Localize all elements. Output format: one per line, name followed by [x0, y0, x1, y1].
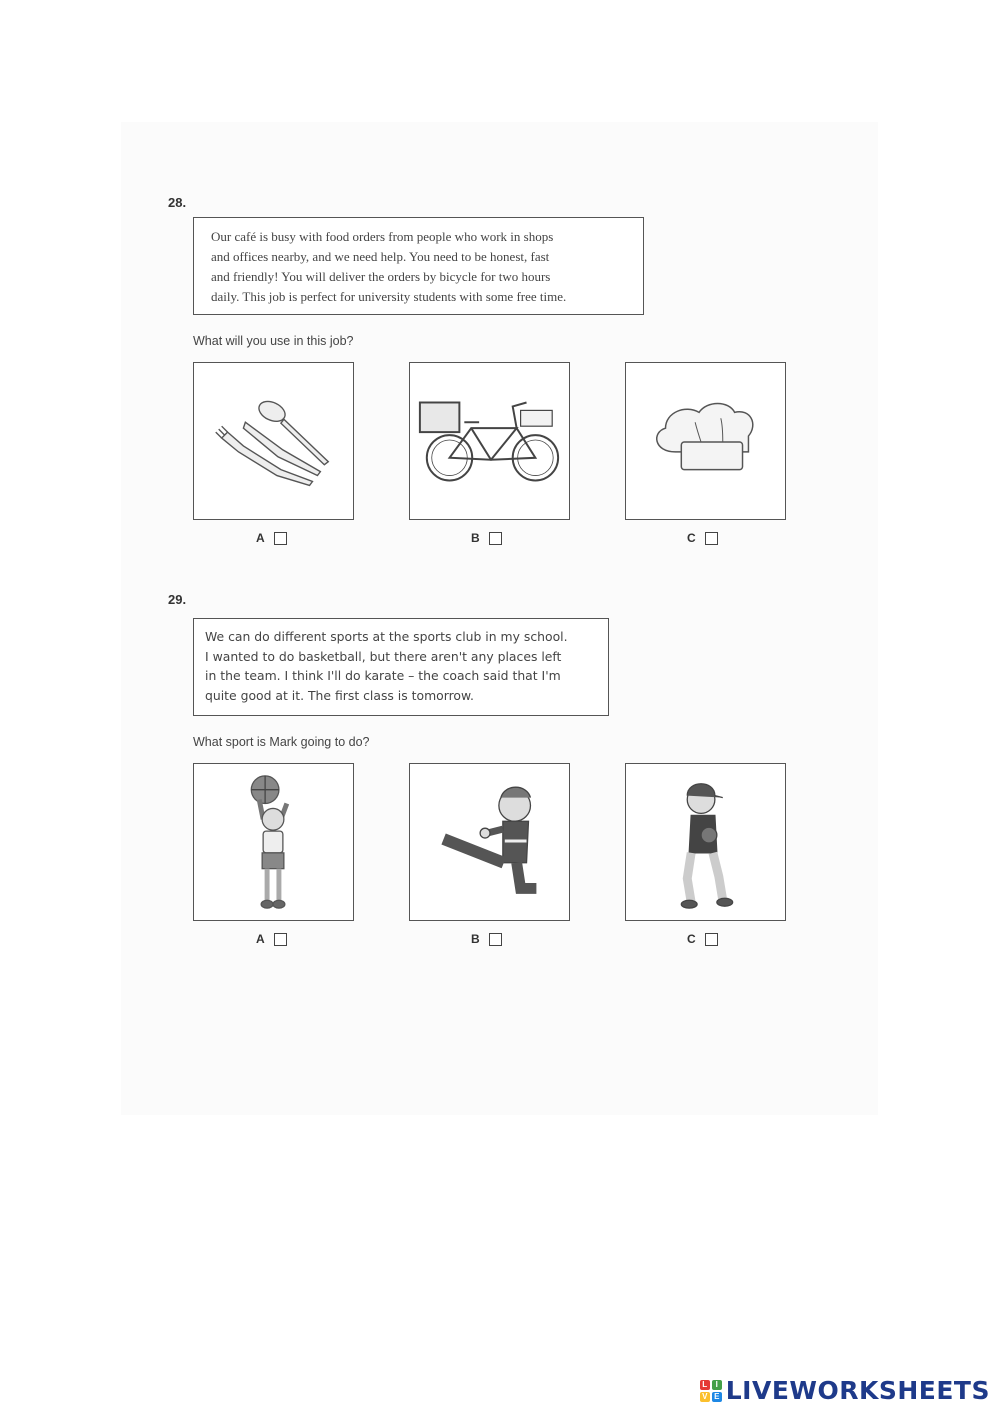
option-letter: C	[687, 531, 696, 545]
liveworksheets-logo	[700, 1376, 990, 1405]
karate-boy-icon	[410, 764, 569, 920]
question-28-passage	[193, 217, 644, 315]
passage-line: Our café is busy with food orders from people who work in shops	[211, 229, 554, 244]
passage-line: and friendly! You will deliver the orders by bicycle for two hours	[211, 269, 551, 284]
option-letter: A	[256, 531, 265, 545]
passage-line: in the team. I think I'll do karate – the coach said that I'm	[205, 668, 561, 683]
baseball-boy-icon	[626, 764, 785, 920]
cutlery-icon	[194, 363, 353, 519]
answer-checkbox[interactable]	[274, 933, 287, 946]
option-a[interactable]	[256, 531, 287, 545]
bicycle-icon	[410, 363, 569, 519]
passage-line: daily. This job is perfect for university students with some free time.	[211, 289, 567, 304]
option-c-picture	[625, 362, 786, 520]
option-a[interactable]	[256, 932, 287, 946]
option-c[interactable]	[687, 932, 718, 946]
passage-line: We can do different sports at the sports club in my school.	[205, 629, 568, 644]
answer-checkbox[interactable]	[489, 933, 502, 946]
brand-mark	[700, 1380, 722, 1402]
passage-line: I wanted to do basketball, but there aren't any places left	[205, 648, 562, 664]
question-29-passage	[193, 618, 609, 716]
passage-line: and offices nearby, and we need help. You need to be honest, fast	[211, 249, 550, 264]
option-letter: A	[256, 932, 265, 946]
option-b-picture	[409, 763, 570, 921]
option-b[interactable]	[471, 531, 502, 545]
passage-line: quite good at it. The first class is tomorrow.	[205, 687, 474, 703]
option-a-picture	[193, 362, 354, 520]
option-b-picture	[409, 362, 570, 520]
basketball-boy-icon	[194, 764, 353, 920]
question-29-number: 29.	[168, 592, 187, 607]
option-c[interactable]	[687, 531, 718, 545]
option-a-picture	[193, 763, 354, 921]
brand-name: LIVEWORKSHEETS	[725, 1376, 990, 1405]
question-28-prompt: What will you use in this job?	[193, 334, 354, 348]
option-b[interactable]	[471, 932, 502, 946]
answer-checkbox[interactable]	[705, 532, 718, 545]
answer-checkbox[interactable]	[489, 532, 502, 545]
option-letter: B	[471, 531, 480, 545]
question-28-number: 28.	[168, 195, 187, 210]
question-29-prompt: What sport is Mark going to do?	[193, 735, 370, 749]
answer-checkbox[interactable]	[705, 933, 718, 946]
logo-letter: I	[712, 1380, 722, 1390]
logo-letter: V	[700, 1392, 710, 1402]
logo-letter: E	[712, 1392, 722, 1402]
answer-checkbox[interactable]	[274, 532, 287, 545]
option-letter: B	[471, 932, 480, 946]
option-letter: C	[687, 932, 696, 946]
option-c-picture	[625, 763, 786, 921]
logo-letter: L	[700, 1380, 710, 1390]
chef-hat-icon	[626, 363, 785, 519]
